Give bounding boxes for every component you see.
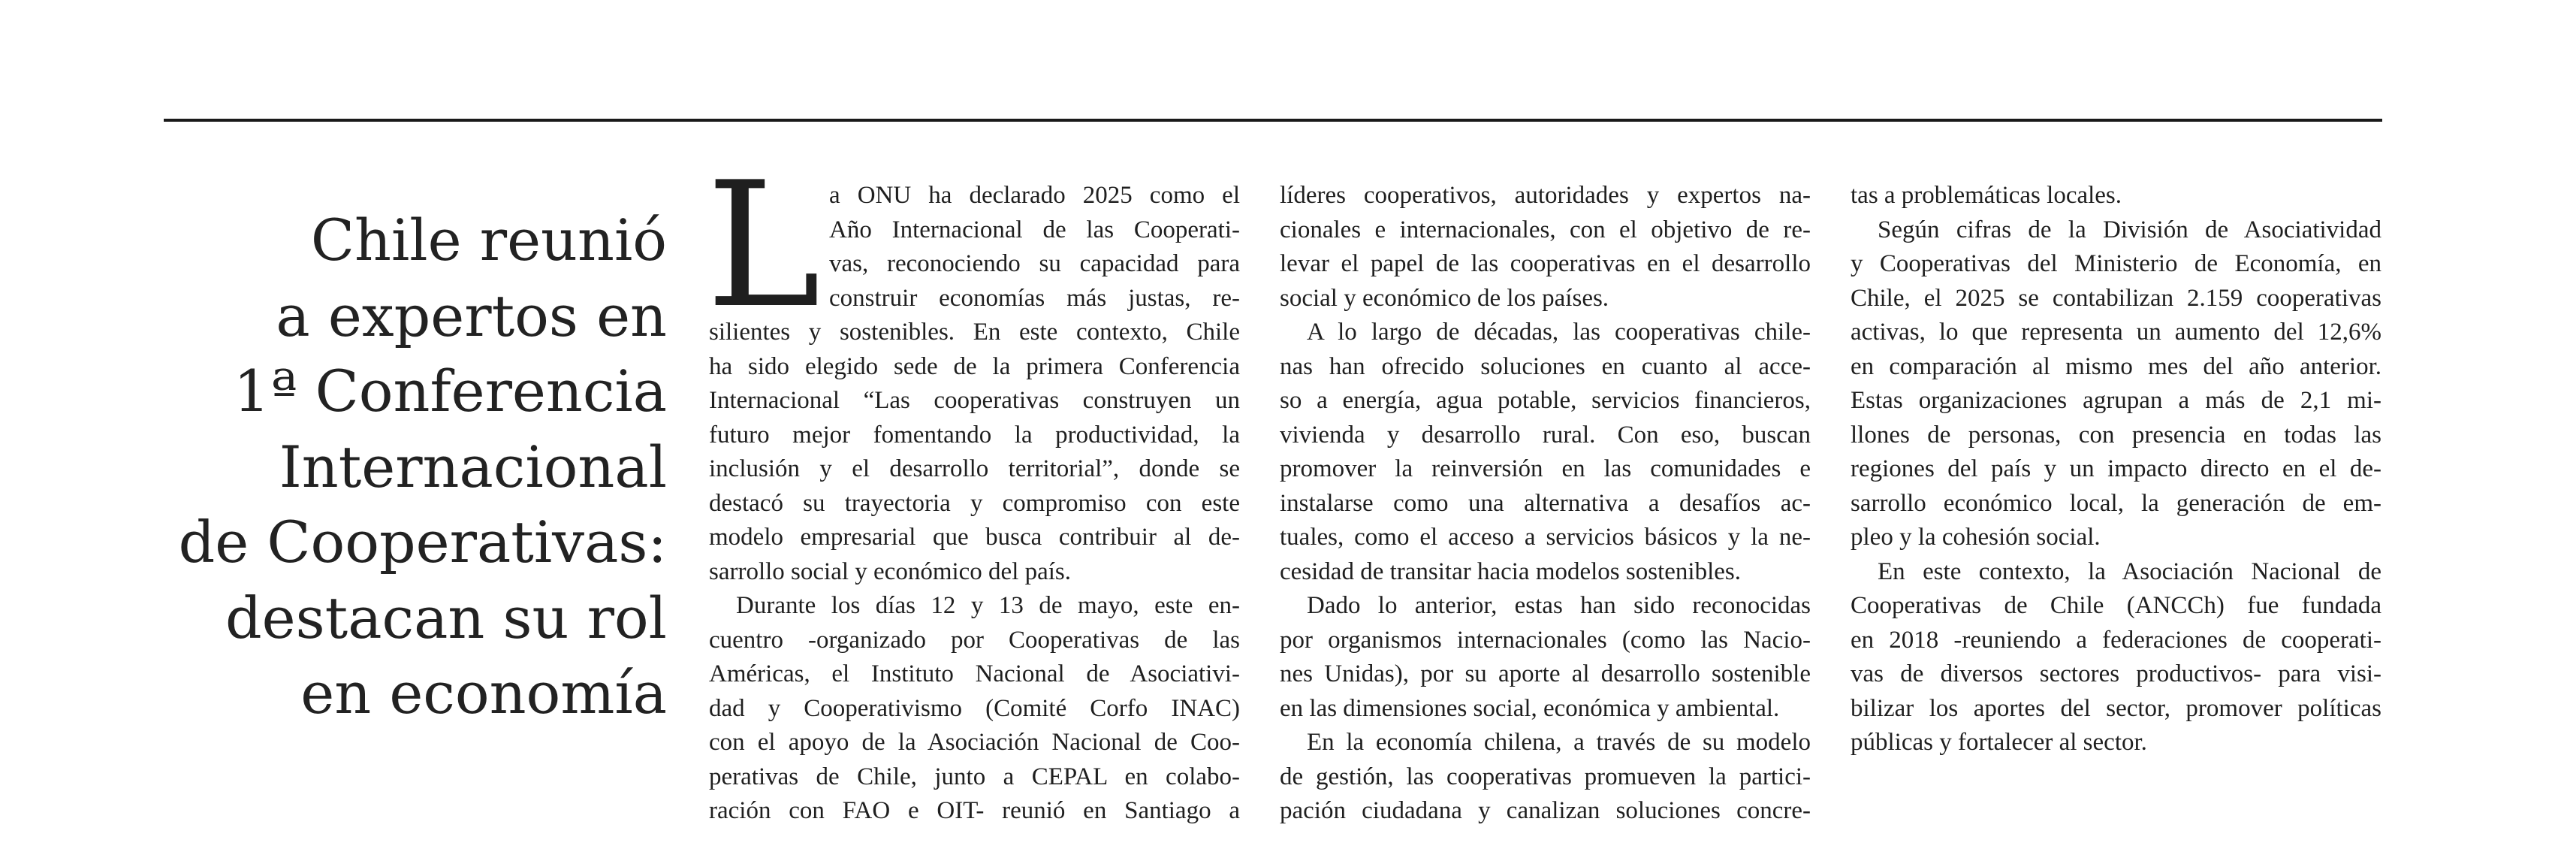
- text-line: perativas de Chile, junto a CEPAL en colabo-: [709, 763, 1240, 790]
- text-line: construir economías más justas, re-: [829, 284, 1240, 312]
- text-line: Américas, el Instituto Nacional de Asociativi-: [709, 660, 1240, 687]
- text-line: líderes cooperativos, autoridades y expertos na-: [1280, 182, 1811, 209]
- text-line: modelo empresarial que busca contribuir al de-: [709, 524, 1240, 551]
- headline-line: de Cooperativas:: [178, 509, 667, 575]
- text-line: sarrollo social y económico del país.: [709, 557, 1072, 585]
- text-line: so a energía, agua potable, servicios financieros,: [1280, 387, 1811, 414]
- headline-line: Chile reunió: [310, 207, 667, 273]
- text-line: Chile, el 2025 se contabilizan 2.159 cooperativas: [1851, 284, 2381, 312]
- text-line: regiones del país y un impacto directo en el de-: [1851, 455, 2381, 482]
- text-line: sarrollo económico local, la generación de em-: [1851, 489, 2381, 517]
- text-line: vas, reconociendo su capacidad para: [829, 250, 1240, 277]
- text-line: Cooperativas de Chile (ANCCh) fue fundada: [1851, 592, 2381, 619]
- article-column-2: [1280, 179, 1811, 829]
- text-line: Estas organizaciones agrupan a más de 2,1 mi-: [1851, 387, 2381, 414]
- text-line: en las dimensiones social, económica y ambiental.: [1280, 694, 1780, 722]
- text-line: pación ciudadana y canalizan soluciones concre-: [1280, 797, 1811, 824]
- text-line: y Cooperativas del Ministerio de Economía, en: [1851, 250, 2381, 277]
- text-line: bilizar los aportes del sector, promover políticas: [1851, 694, 2381, 722]
- top-rule: [164, 119, 2382, 122]
- headline-line: en economía: [300, 660, 667, 727]
- text-line: con el apoyo de la Asociación Nacional de Coo-: [709, 729, 1240, 756]
- article-column-1: [709, 179, 1240, 829]
- headline-line: destacan su rol: [225, 584, 667, 651]
- text-line: silientes y sostenibles. En este contexto, Chile: [709, 319, 1240, 346]
- text-line: activas, lo que representa un aumento del 12,6%: [1851, 319, 2381, 346]
- text-line: tas a problemáticas locales.: [1851, 182, 2122, 209]
- text-line: promover la reinversión en las comunidades e: [1280, 455, 1811, 482]
- text-line: públicas y fortalecer al sector.: [1851, 729, 2147, 756]
- text-line: social y económico de los países.: [1280, 284, 1609, 312]
- text-line: cionales e internacionales, con el objetivo de re-: [1280, 216, 1811, 243]
- text-line: Dado lo anterior, estas han sido reconocidas: [1307, 592, 1811, 619]
- headline-line: Internacional: [279, 433, 667, 500]
- text-line: ración con FAO e OIT- reunió en Santiago a: [709, 797, 1240, 824]
- drop-cap: L: [706, 146, 821, 346]
- text-line: de gestión, las cooperativas promueven la partici-: [1280, 763, 1811, 790]
- text-line: destacó su trayectoria y compromiso con este: [709, 489, 1240, 517]
- text-line: nas han ofrecido soluciones en cuanto al acce-: [1280, 352, 1811, 380]
- text-line: En este contexto, la Asociación Nacional de: [1878, 557, 2381, 585]
- text-line: levar el papel de las cooperativas en el desarrollo: [1280, 250, 1811, 277]
- text-line: nes Unidas), por su aporte al desarrollo sostenible: [1280, 660, 1811, 687]
- text-line: en comparación al mismo mes del año anterior.: [1851, 352, 2381, 380]
- text-line: por organismos internacionales (como las Nacio-: [1280, 626, 1811, 654]
- text-line: instalarse como una alternativa a desafíos ac-: [1280, 489, 1811, 517]
- text-line: cuentro -organizado por Cooperativas de las: [709, 626, 1240, 654]
- text-line: A lo largo de décadas, las cooperativas chile-: [1307, 319, 1811, 346]
- headline: [150, 203, 667, 732]
- headline-line: a expertos en: [276, 282, 667, 349]
- text-line: Según cifras de la División de Asociatividad: [1878, 216, 2381, 243]
- text-line: tuales, como el acceso a servicios básicos y la ne-: [1280, 524, 1811, 551]
- text-line: dad y Cooperativismo (Comité Corfo INAC): [709, 694, 1240, 722]
- text-line: inclusión y el desarrollo territorial”, donde se: [709, 455, 1240, 482]
- text-line: llones de personas, con presencia en todas las: [1851, 421, 2381, 449]
- text-line: Internacional “Las cooperativas construyen un: [709, 387, 1240, 414]
- text-line: pleo y la cohesión social.: [1851, 524, 2101, 551]
- text-line: cesidad de transitar hacia modelos sostenibles.: [1280, 557, 1741, 585]
- text-line: ha sido elegido sede de la primera Conferencia: [709, 352, 1240, 380]
- text-line: vivienda y desarrollo rural. Con eso, buscan: [1280, 421, 1811, 449]
- text-line: Durante los días 12 y 13 de mayo, este en-: [736, 592, 1240, 619]
- article-column-3: [1851, 179, 2381, 760]
- text-line: Año Internacional de las Cooperati-: [829, 216, 1240, 243]
- text-line: en 2018 -reuniendo a federaciones de cooperati-: [1851, 626, 2381, 654]
- text-line: a ONU ha declarado 2025 como el: [829, 182, 1240, 209]
- text-line: futuro mejor fomentando la productividad, la: [709, 421, 1240, 449]
- text-line: En la economía chilena, a través de su modelo: [1307, 729, 1811, 756]
- headline-line: 1ª Conferencia: [233, 358, 667, 424]
- text-line: vas de diversos sectores productivos- para visi-: [1851, 660, 2381, 687]
